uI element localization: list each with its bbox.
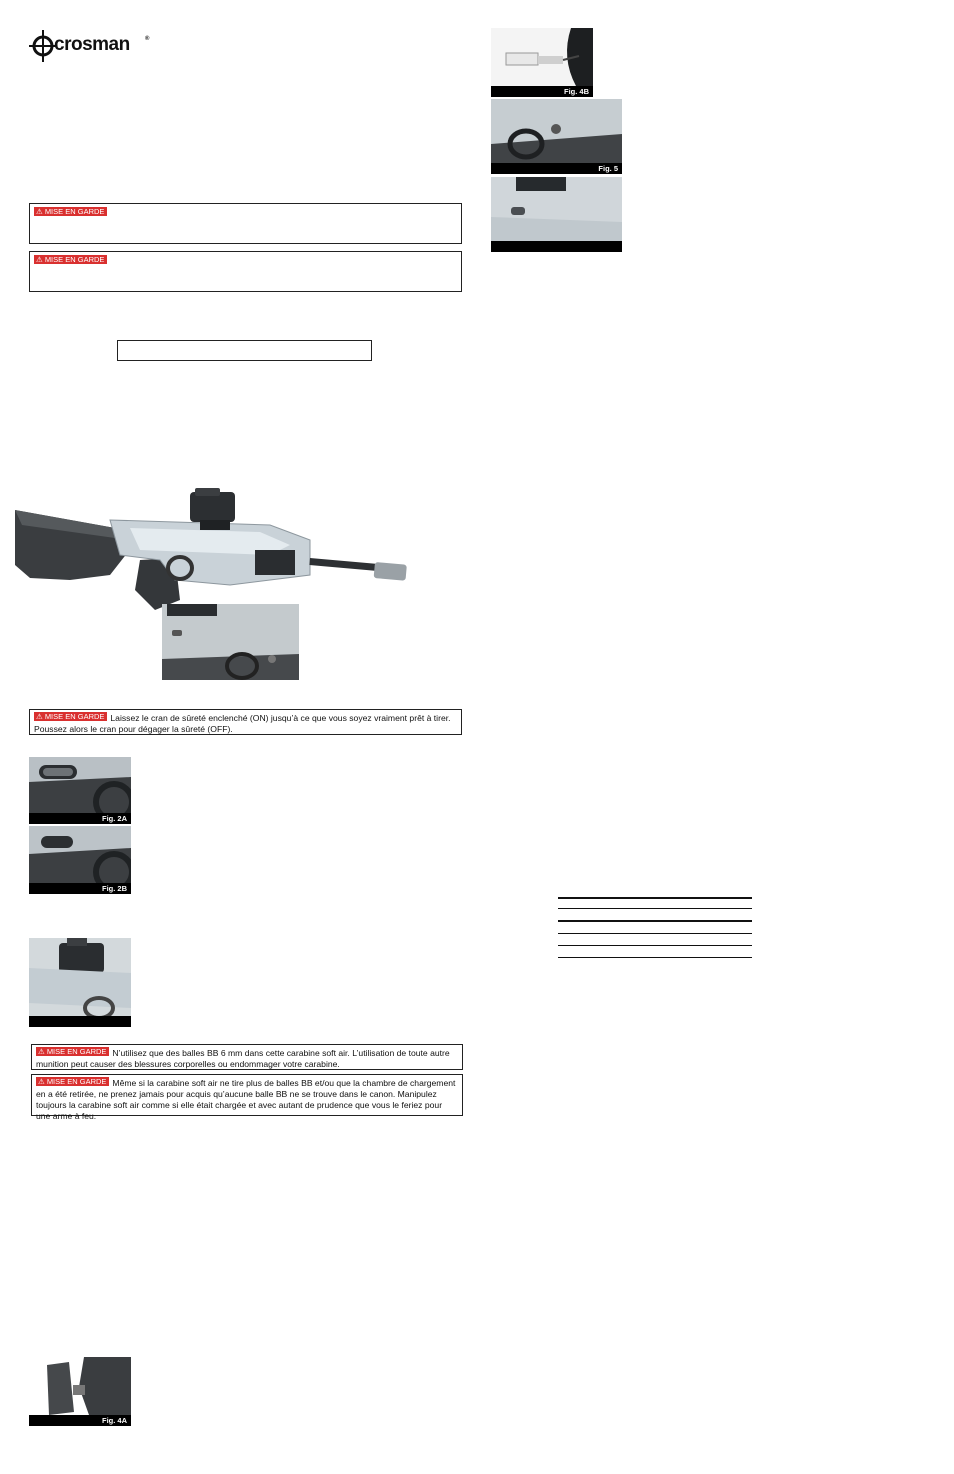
table-rule [558, 945, 752, 946]
warning-box-bb [31, 1044, 463, 1070]
warning-label: ⚠ MISE EN GARDE [36, 1047, 109, 1056]
figure-caption [491, 241, 622, 252]
warning-text: Laissez le cran de sûreté enclenché (ON) jusqu’à ce que vous soyez vraiment prêt à tirer. Poussez alors le cran pour dégager la sûreté (OFF). [34, 713, 451, 734]
figure-caption: Fig. 2A [29, 813, 131, 824]
warning-text: N’utilisez que des balles BB 6 mm dans cette carabine soft air. L’utilisation de toute autre munition peut causer des blessures corporelles ou endommager votre carabine. [36, 1048, 450, 1069]
figure-caption [29, 1016, 131, 1027]
table-rule-top [558, 897, 752, 899]
table-rule [558, 933, 752, 934]
figure-caption: Fig. 4B [491, 86, 593, 97]
rifle-illustration [10, 480, 430, 615]
figure-3 [29, 938, 131, 1027]
figure-caption: Fig. 2B [29, 883, 131, 894]
figure-6 [491, 177, 622, 252]
figure-4b [491, 28, 593, 97]
figure-4a [29, 1357, 131, 1426]
empty-outline-box [117, 340, 372, 361]
warning-label: ⚠ MISE EN GARDE [34, 255, 107, 264]
safety-inset-photo [162, 604, 299, 680]
figure-5 [491, 99, 622, 174]
figure-2b [29, 826, 131, 894]
table-rule [558, 908, 752, 909]
figure-2a [29, 757, 131, 824]
warning-label: ⚠ MISE EN GARDE [34, 712, 107, 721]
figure-caption: Fig. 5 [491, 163, 622, 174]
table-rule-bottom [558, 957, 752, 958]
figure-caption: Fig. 4A [29, 1415, 131, 1426]
warning-box-safety [29, 709, 462, 735]
registered-mark: ® [145, 36, 149, 42]
crosman-logo [28, 28, 149, 64]
warning-box-2 [29, 251, 462, 292]
warning-text: Même si la carabine soft air ne tire plus de balles BB et/ou que la chambre de chargement en a été retirée, ne prenez jamais pour acquis qu’aucune balle BB ne se trouve dans le canon. Manipulez toujours la carabine soft air comme si elle était chargée et avec autant de prudence que vous le feriez pour une arme à feu. [36, 1078, 456, 1121]
warning-box-1 [29, 203, 462, 244]
table-rule [558, 920, 752, 922]
warning-label: ⚠ MISE EN GARDE [36, 1077, 109, 1086]
warning-label: ⚠ MISE EN GARDE [34, 207, 107, 216]
logo-wordmark: crosman [54, 34, 130, 55]
warning-box-loaded [31, 1074, 463, 1121]
